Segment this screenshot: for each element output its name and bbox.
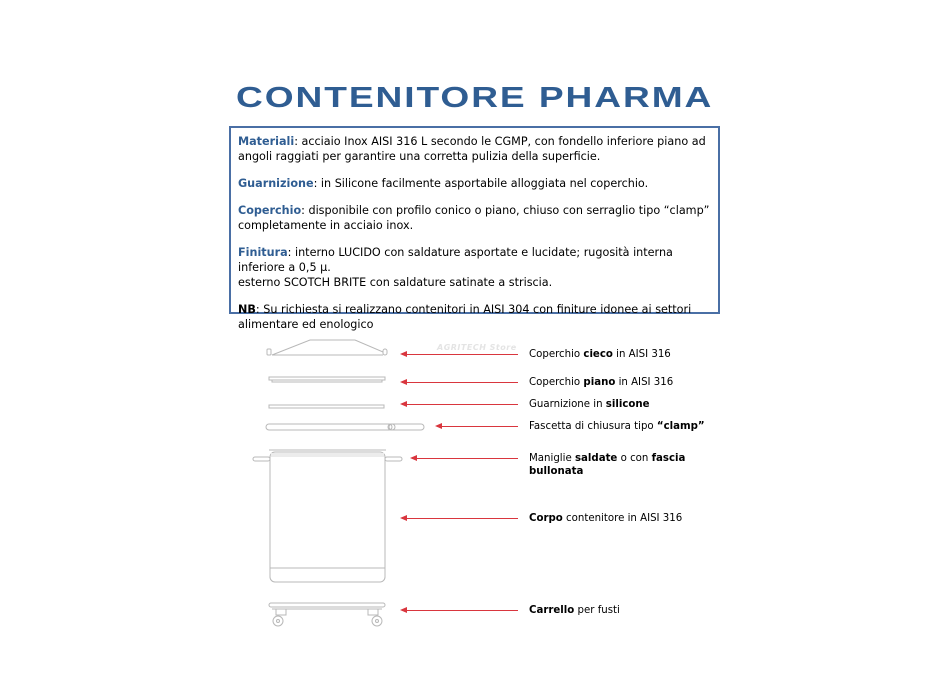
flat-lid-icon [269,377,385,382]
spec-text: : interno LUCIDO con saldature asportate e lucidate; rugosità interna inferiore a 0,5 µ. [238,246,673,274]
label-coperchio-piano: Coperchio piano in AISI 316 [529,377,674,388]
spec-key: Finitura [238,246,288,259]
arrow-coperchio-cieco [402,354,518,355]
spec-key: NB [238,303,256,316]
arrow-carrello [402,610,518,611]
spec-text: : acciaio Inox AISI 316 L secondo le CGMP, con fondello inferiore piano ad angoli raggiati per garantire una corretta pulizia della superficie. [238,135,706,163]
spec-text: : Su richiesta si realizzano contenitori in AISI 304 con finiture idonee ai settori alimentare ed enologico [238,303,692,331]
gasket-icon [269,405,384,408]
label-corpo: Corpo contenitore in AISI 316 [529,513,683,524]
arrow-fascetta [437,426,518,427]
label-carrello: Carrello per fusti [529,605,620,616]
arrow-corpo [402,518,518,519]
watermark-logo: AGRITECH Store [437,343,517,352]
label-guarnizione: Guarnizione in silicone [529,399,650,410]
clamp-icon [266,424,424,430]
spec-text-line2: esterno SCOTCH BRITE con saldature satinate a striscia. [238,276,553,289]
label-fascetta: Fascetta di chiusura tipo “clamp” [529,421,705,432]
label-coperchio-cieco: Coperchio cieco in AISI 316 [529,349,671,360]
label-maniglie: Maniglie saldate o con fascia bullonata [529,453,686,477]
spec-key: Coperchio [238,204,302,217]
spec-key: Guarnizione [238,177,314,190]
page-title: CONTENITORE PHARMA [236,82,714,114]
container-body-icon [253,450,402,582]
spec-key: Materiali [238,135,295,148]
arrow-guarnizione [402,404,518,405]
trolley-icon [269,603,385,626]
spec-text: : disponibile con profilo conico o piano, chiuso con serraglio tipo “clamp” completamente in acciaio inox. [238,204,710,232]
conical-lid-icon [267,340,387,355]
arrow-maniglie [412,458,518,459]
spec-text: : in Silicone facilmente asportabile alloggiata nel coperchio. [313,177,649,190]
arrow-coperchio-piano [402,382,518,383]
